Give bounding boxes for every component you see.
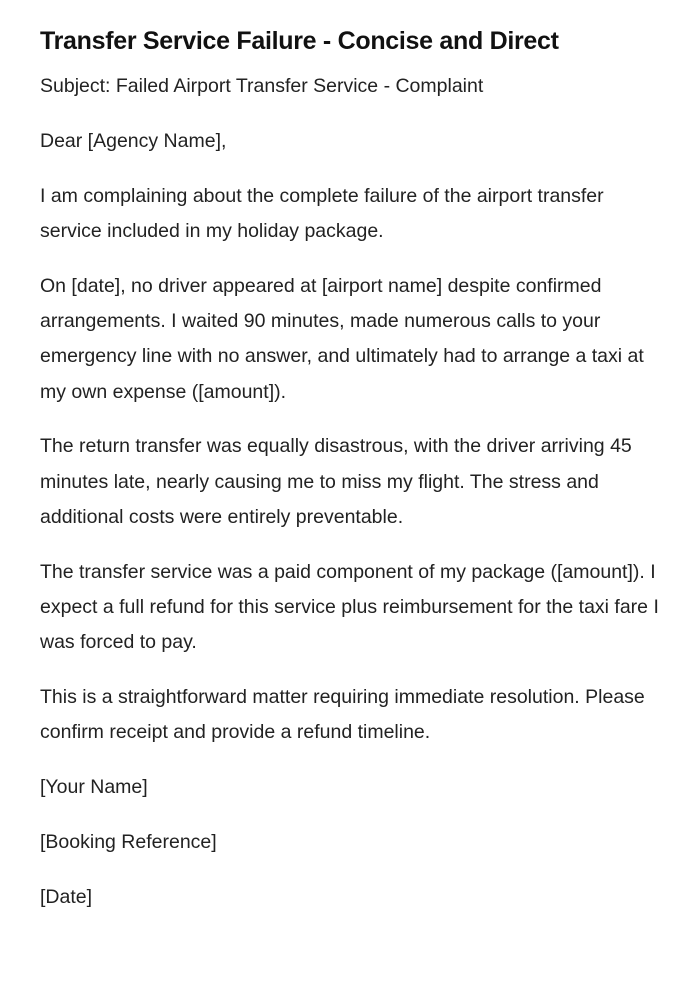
signature-date: [Date] <box>40 885 93 908</box>
signature-booking-reference: [Booking Reference] <box>40 831 217 854</box>
body-paragraph-4: The transfer service was a paid component of my package ([amount]). I expect a full refund for this service plus reimbursement for the taxi fare I was forced to pay. <box>40 560 659 654</box>
letter-document <box>40 24 665 915</box>
body-paragraph-2: On [date], no driver appeared at [airport name] despite confirmed arrangements. I waited 90 minutes, made numerous calls to your emergency line with no answer, and ultimately had to arrange a taxi at my own expense ([amount]). <box>40 274 644 403</box>
document-title: Transfer Service Failure - Concise and Direct <box>40 27 559 55</box>
body-paragraph-5: This is a straightforward matter requiring immediate resolution. Please confirm receipt and provide a refund timeline. <box>40 686 645 744</box>
signature-name: [Your Name] <box>40 776 148 799</box>
body-paragraph-3: The return transfer was equally disastrous, with the driver arriving 45 minutes late, nearly causing me to miss my flight. The stress and additional costs were entirely preventable. <box>40 435 632 528</box>
subject-line: Subject: Failed Airport Transfer Service - Complaint <box>40 75 484 97</box>
greeting: Dear [Agency Name], <box>40 129 227 152</box>
body-paragraph-1: I am complaining about the complete failure of the airport transfer service included in my holiday package. <box>40 184 604 242</box>
